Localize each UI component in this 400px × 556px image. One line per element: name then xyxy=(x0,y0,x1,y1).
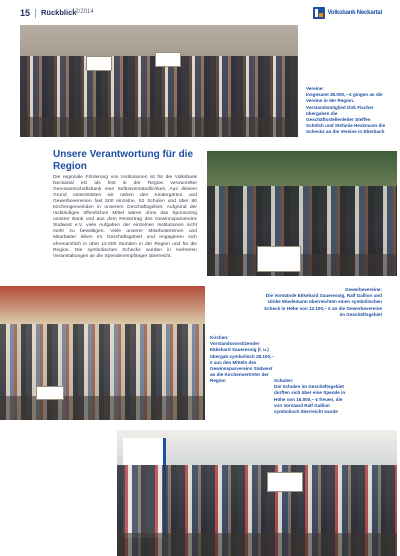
caption-lead: Kirchen: xyxy=(210,335,229,340)
bank-logo xyxy=(313,7,382,19)
photo-gewerbevereine xyxy=(207,151,397,276)
caption-text: Insgesamt 38.000,– € gingen an die Vereine in der Region. Vorstandsmitglied Dirk Fischer übergaben die Geschäftsstellenleiter Steffen Schölch und Stefanie Heckmann die Schecks an die Vereine in Eberbach xyxy=(306,92,386,135)
issue-date: 12/2014 xyxy=(72,9,94,15)
check-sign xyxy=(36,386,64,400)
photo-schulen xyxy=(117,430,397,556)
volksbank-logo-icon xyxy=(313,7,325,19)
article-headline: Unsere Verantwortung für die Region xyxy=(53,149,194,172)
caption-gewerbevereine xyxy=(260,287,382,318)
check-sign xyxy=(267,472,303,492)
article-body: Die regionale Förderung von Institutionen ist für die Volksbank Neckartal eG als fest in der Region verwurzelter Genossenschaftsbank eine Selbstverständlichkeit. Aus diesem Grund unterstützten wir neben den Kindergärten und Gewerbevereinen fast 500 einzelne, 52 Schulen und über 80 Kirchengemeinden in unserem Geschäftsgebiet. Aufgrund der rückläufigen öffentlichen Mittel wären ohne das Sponsoring unserer Bank und aus dem Reinertrag des Gewinnsparvereins Südwest e.V. viele Aufgaben der einzelnen Institutionen nicht mehr zu bewältigen. Viele unserer Mitarbeiterinnen und Mitarbeiter leben im Geschäftsgebiet und engagieren sich ehrenamtlich in über 12.000 Stunden in der Region und für die Region. Die symbolischen Schecks wurden in mehreren Veranstaltungen an die Spendenempfänger überreicht. xyxy=(53,175,197,259)
caption-text: Vorstandsvorsitzender Ekkehard Saueressig (l. u.) übergab symbolisch 28.100,– € aus den Mitteln des Gewinnsparvereins Südwest an die Kirchenvertreter der Region xyxy=(210,341,274,384)
page-number: 15 xyxy=(20,8,31,18)
caption-text: Die Schulen im Geschäftsgebiet durften sich über eine Spende in Höhe von 16.000,– € freuen, die von Vorstand Ralf Gallion symbolisch überreicht wurde xyxy=(274,384,346,415)
photo-kirchen xyxy=(0,286,205,420)
check-sign xyxy=(257,246,301,272)
section-title: Rückblick xyxy=(41,8,77,17)
page-header xyxy=(0,0,400,24)
check-sign xyxy=(155,52,181,67)
photo-vereine xyxy=(20,25,298,137)
caption-lead: Vereine: xyxy=(306,86,324,91)
caption-text: Die Vorstände Ekkehard Saueressig, Ralf Gallion und Ulrike Wiedemann überreichten einen symbolischen Scheck in Höhe von 12.100,– € an die Gewerbevereine im Geschäftsgebiet xyxy=(264,293,382,317)
caption-lead: Gewerbevereine: xyxy=(344,287,382,292)
caption-vereine xyxy=(306,86,386,136)
caption-kirchen xyxy=(210,335,274,385)
logo-text: Volksbank Neckartal xyxy=(327,10,382,16)
caption-lead: Schulen: xyxy=(274,378,294,383)
caption-schulen xyxy=(274,378,348,415)
header-divider xyxy=(35,9,36,18)
check-sign xyxy=(86,56,112,71)
